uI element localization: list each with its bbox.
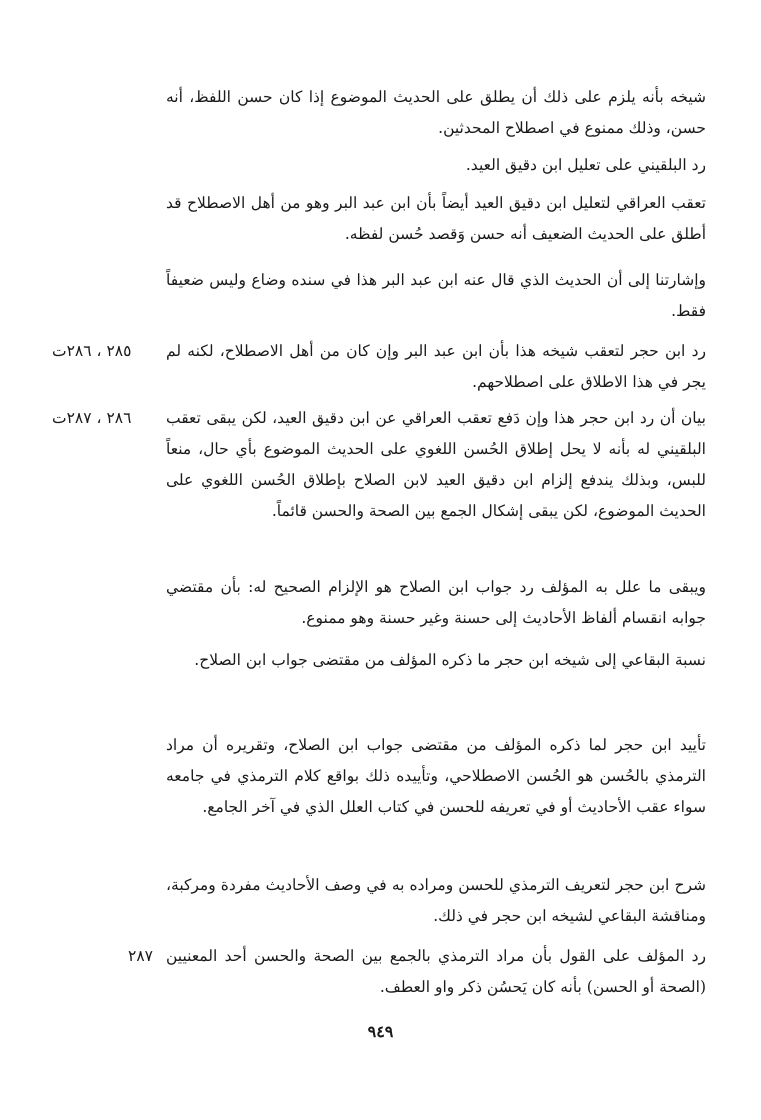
index-entry-7: ويبقى ما علل به المؤلف رد جواب ابن الصلاح هو الإلزام الصحيح له: بأن مقتضي جوابه انقسام ألفاظ الأحاديث إلى حسنة وغير حسنة وهو ممنوع.: [166, 578, 706, 627]
entry-11-page-ref: ٢٨٧: [128, 947, 153, 965]
index-entry-2: رد البلقيني على تعليل ابن دقيق العيد.: [465, 156, 706, 174]
index-entry-1: شيخه بأنه يلزم على ذلك أن يطلق على الحديث الموضوع إذا كان حسن اللفظ، أنه حسن، وذلك ممنوع في اصطلاح المحدثين.: [166, 88, 706, 137]
page-number: ٩٤٩: [367, 1022, 394, 1041]
index-entry-3: تعقب العراقي لتعليل ابن دقيق العيد أيضاً بأن ابن عبد البر وهو من أهل الاصطلاح قد أطلق على الحديث الضعيف أنه حسن وَقصد حُسن لفظه.: [166, 194, 706, 243]
entry-5-page-ref: ٢٨٥ ، ٢٨٦ت: [52, 342, 132, 360]
index-entry-6: بيان أن رد ابن حجر هذا وإن دَفع تعقب العراقي عن ابن دقيق العيد، لكن يبقى تعقب البلقيني له بأنه لا يحل إطلاق الحُسن اللغوي على الحديث الموضوع بأي حال، منعاً للبس، وبذلك يندفع إلزام ابن دقيق العيد لابن الصلاح بإطلاق الحُسن اللغوي على الحديث الموضوع، لكن يبقى إشكال الجمع بين الصحة والحسن قائماً.: [166, 409, 706, 520]
index-entry-8: نسبة البقاعي إلى شيخه ابن حجر ما ذكره المؤلف من مقتضى جواب ابن الصلاح.: [194, 651, 706, 669]
index-entry-9: تأييد ابن حجر لما ذكره المؤلف من مقتضى جواب ابن الصلاح، وتقريره أن مراد الترمذي بالحُسن هو الحُسن الاصطلاحي، وتأييده ذلك بواقع كلام الترمذي في جامعه سواء عقب الأحاديث أو في تعريفه للحسن في كتاب العلل الذي في آخر الجامع.: [166, 736, 706, 816]
entry-6-page-ref: ٢٨٦ ، ٢٨٧ت: [52, 409, 132, 427]
index-entry-5: رد ابن حجر لتعقب شيخه هذا بأن ابن عبد البر وإن كان من أهل الاصطلاح، لكنه لم يجر في هذا الاطلاق على اصطلاحهم.: [166, 342, 706, 391]
index-entry-4: وإشارتنا إلى أن الحديث الذي قال عنه ابن عبد البر هذا في سنده وضاع وليس ضعيفاً فقط.: [166, 271, 706, 320]
index-entry-11: رد المؤلف على القول بأن مراد الترمذي بالجمع بين الصحة والحسن أحد المعنيين (الصحة أو الحسن) بأنه كان يَحسُن ذكر واو العطف.: [166, 947, 706, 996]
index-entry-10: شرح ابن حجر لتعريف الترمذي للحسن ومراده به في وصف الأحاديث مفردة ومركبة، ومناقشة البقاعي لشيخه ابن حجر في ذلك.: [166, 876, 706, 925]
